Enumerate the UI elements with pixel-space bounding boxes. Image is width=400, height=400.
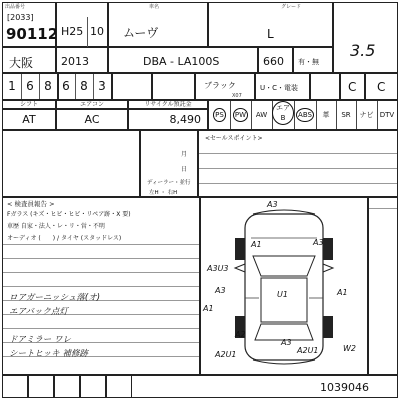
rear-bumper	[253, 360, 315, 364]
option-label: ナビ	[359, 111, 374, 119]
color-cell	[195, 73, 255, 100]
side-mirror	[323, 264, 333, 272]
blank-cell	[152, 73, 195, 100]
damage-mark: A3	[267, 200, 278, 209]
blank-cell	[112, 73, 152, 100]
exterior-grade-cell	[365, 73, 398, 100]
ac-label: エアコン	[56, 100, 128, 109]
color-name: ブラック	[204, 81, 236, 90]
option-leather	[316, 101, 337, 129]
option-pw	[230, 101, 252, 129]
report-line	[3, 258, 199, 259]
sales-point-area	[198, 130, 398, 197]
model-year-cell	[56, 47, 108, 73]
option-label: ABS	[296, 108, 314, 122]
grade-cell	[208, 2, 333, 47]
score-value: 3.5	[350, 41, 376, 60]
bottom-cell	[106, 375, 132, 398]
mileage-digit: 8	[39, 74, 59, 99]
era-year: H25	[61, 25, 84, 38]
model-name: ムーヴ	[123, 26, 159, 40]
roof	[261, 278, 307, 322]
lot-number: 90112	[6, 25, 59, 43]
mileage-digit: 8	[75, 74, 94, 99]
damage-mark: A1	[251, 240, 262, 249]
model-label: 車名	[149, 4, 160, 10]
interior-grade: C	[348, 80, 357, 94]
wheel	[323, 316, 333, 338]
recycle-label: リサイクル預託金	[128, 100, 208, 109]
option-ps	[209, 101, 231, 129]
grade-value: L	[267, 27, 274, 41]
steering-side: 左H ・ 右H	[149, 190, 178, 196]
option-label: PW	[233, 108, 248, 122]
option-dtv	[377, 101, 397, 129]
bottom-cell	[28, 375, 54, 398]
ac-value: AC	[56, 109, 128, 130]
displacement: 660	[263, 55, 284, 68]
report-line	[3, 328, 199, 329]
front-bumper	[253, 210, 315, 214]
notes-blank-area	[2, 130, 140, 197]
mileage-digit: 1	[3, 74, 22, 99]
option-label: エアB	[272, 101, 294, 125]
registration-day-label: 日	[181, 166, 188, 173]
right-column-header-line	[369, 208, 397, 209]
damage-mark: A3	[215, 286, 226, 295]
mileage-digit: 6	[21, 74, 40, 99]
grade-label: グレード	[281, 4, 302, 10]
wheel	[323, 238, 333, 260]
dealer-import: ディーラー・並行	[147, 180, 191, 186]
damage-mark: A2U1	[297, 346, 319, 355]
lot-cell	[2, 2, 59, 47]
year-divider	[87, 17, 88, 47]
model-code-cell	[108, 47, 258, 73]
bottom-cell	[80, 375, 106, 398]
sales-point-label: <セールスポイント>	[205, 135, 263, 142]
mileage-digit: 3	[98, 79, 106, 93]
option-aw	[251, 101, 273, 129]
sales-point-line	[199, 183, 397, 184]
lot-label: 出品番号	[5, 4, 26, 10]
sales-point-line	[199, 153, 397, 154]
options-row	[208, 100, 398, 130]
side-mirror	[235, 264, 245, 272]
inspector-note: エアバック点灯	[9, 307, 68, 317]
blank-cell	[310, 73, 340, 100]
damage-mark: A2	[235, 330, 246, 339]
option-presence: 有・無	[298, 58, 319, 66]
option-label: DTV	[379, 111, 395, 119]
damage-mark: A2U1	[215, 350, 237, 359]
mileage-cell	[2, 73, 112, 100]
inspector-report	[2, 197, 200, 375]
mileage-digit: 6	[57, 74, 76, 99]
option-cell	[293, 47, 333, 73]
shift-value: AT	[2, 109, 56, 130]
option-navi	[356, 101, 378, 129]
option-label: 革	[322, 111, 330, 119]
inspector-printed-line: Fガラス (キズ・ヒビ・ヒビ・リペア跡・X 要)	[7, 211, 131, 218]
model-year: 2013	[61, 55, 89, 68]
damage-mark: A3	[281, 338, 292, 347]
registration-month-label: 月	[181, 151, 188, 158]
venue: 大阪	[9, 56, 34, 70]
option-label: PS	[213, 108, 226, 122]
bottom-cell	[54, 375, 80, 398]
bottom-cell	[2, 375, 28, 398]
score-cell	[333, 2, 398, 73]
damage-mark: U1	[277, 290, 288, 299]
lot-code: [2033]	[7, 13, 34, 22]
displacement-cell	[258, 47, 293, 73]
inspector-note: シートヒッキ 補修跡	[9, 349, 88, 359]
inspector-note: ロアガーニッシュ落(オ)	[9, 293, 101, 303]
wheel	[235, 238, 245, 260]
inspector-printed-line: オーディオ ( ) / タイヤ (スタッドレス)	[7, 235, 122, 242]
model-cell	[108, 2, 208, 47]
inspector-printed-line: 車歴 自家・法人・レ・リ・営・不明	[7, 223, 105, 230]
color-code: X07	[232, 93, 242, 99]
sheet-number: 1039046	[320, 381, 369, 394]
report-line	[3, 244, 199, 245]
report-line	[3, 272, 199, 273]
electric-options: U・C・電装	[260, 84, 299, 92]
option-label: AW	[255, 111, 268, 119]
model-code: DBA - LA100S	[143, 55, 220, 68]
electric-cell	[255, 73, 310, 100]
registration-month: 10	[90, 25, 104, 38]
option-sunroof	[336, 101, 357, 129]
exterior-grade: C	[377, 80, 386, 94]
venue-cell	[2, 47, 56, 73]
year-cell	[56, 2, 108, 47]
option-label: SR	[341, 111, 351, 119]
damage-mark: A1	[203, 304, 214, 313]
option-abs	[294, 101, 317, 129]
sales-point-line	[199, 168, 397, 169]
right-column	[368, 197, 398, 375]
interior-grade-cell	[340, 73, 365, 100]
damage-mark: A3U3	[207, 264, 229, 273]
damage-diagram	[200, 197, 368, 375]
shift-label: シフト	[2, 100, 56, 109]
option-airbag	[272, 101, 295, 129]
inspector-note: ドアミラー ワレ	[9, 335, 71, 345]
damage-mark: A3	[313, 238, 324, 247]
windshield	[253, 256, 315, 276]
inspector-label: < 検査員報告 >	[7, 200, 55, 208]
damage-mark: A1	[337, 288, 348, 297]
report-line	[3, 286, 199, 287]
registration-box	[140, 130, 198, 197]
recycle-fee: 8,490	[128, 109, 208, 130]
damage-mark: W2	[343, 344, 356, 353]
